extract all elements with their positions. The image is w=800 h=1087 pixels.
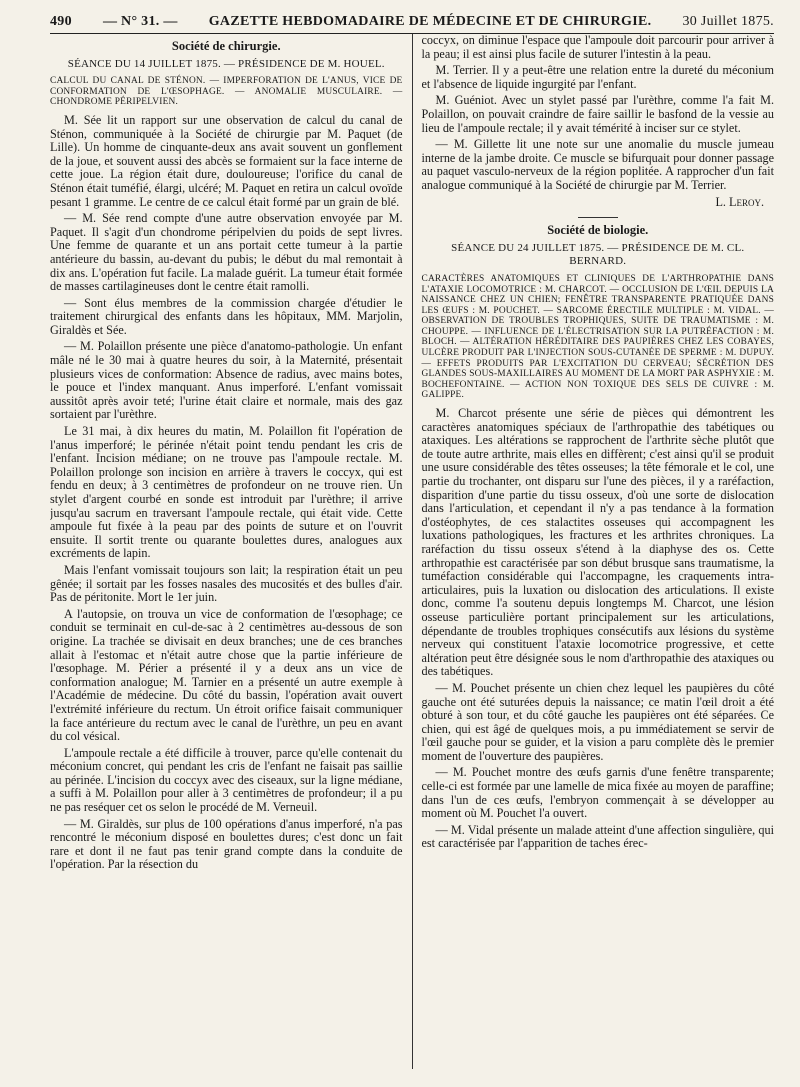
- paragraph: L'ampoule rectale a été difficile à trouver, parce qu'elle contenait du méconium concret, qui pendant les cris de l'enfant ne faisait pas saillie au périnée. L'incision du coccyx avec des ciseaux, sur la ligne médiane, a suffi à M. Polaillon pour aller à 3 centimètres de profondeur; il a pu ne pas reséquer cet os selon le procédé de M. Verneuil.: [50, 745, 403, 815]
- paragraph: — M. Polaillon présente une pièce d'anatomo-pathologie. Un enfant mâle né le 30 mai à quatre heures du soir, à la Maternité, présentait plusieurs vices de conformation: Absence de radius, avec mains botes, le pouce et l'index manquant. Anus imperforé. L'enfant vomissait aussitôt après avoir teté; l'urine était claire et normale, mais des gaz sortaient par l'urèthre.: [50, 339, 403, 422]
- running-header: [50, 14, 774, 34]
- paragraph: — M. Sée rend compte d'une autre observation envoyée par M. Paquet. Il s'agit d'un chondrome péripelvien du poids de sept livres. Une femme de quarante et un ans portait cette tumeur à la partie antérieure du bassin, au-devant du pubis; le début du mal remontait à dix ans. L'opération fut facile. La malade guérit. La tumeur était formée de masses cartilagineuses dont le centre était ramolli.: [50, 211, 403, 294]
- issue-date: 30 Juillet 1875.: [682, 14, 774, 29]
- continued-paragraph: coccyx, on diminue l'espace que l'ampoule doit parcourir pour arriver à la peau; il est ainsi plus facile de suturer l'intestin à la peau.: [421, 34, 774, 61]
- paragraph: — M. Giraldès, sur plus de 100 opérations d'anus imperforé, n'a pas rencontré le méconium disposé en boulettes dures; c'est donc un fait rare et dont il ne faut pas tenir grand compte dans la conduite de l'opération. Par la résection du: [50, 816, 403, 872]
- paragraph: — Sont élus membres de la commission chargée d'étudier le traitement chirurgical des enfants dans les hôpitaux, MM. Marjolin, Giraldès et Sée.: [50, 295, 403, 337]
- paragraph: — M. Pouchet montre des œufs garnis d'une fenêtre transparente; celle-ci est formée par une lamelle de mica fixée au moyen de paraffine; dans l'un de ces œufs, l'embryon commençait à se développer au moment où M. Pouchet l'a ouvert.: [421, 765, 774, 821]
- paragraph: Le 31 mai, à dix heures du matin, M. Polaillon fit l'opération de l'anus imperforé; le périnée n'était point tendu pendant les cris de l'enfant. Incision médiane; on ne trouve pas l'ampoule rectale. M. Polaillon prolonge son incision en arrière à travers le coccyx, qui est fendu en deux; à 3 centimètres de profondeur on ne trouve rien. Un stylet d'argent courbé en sonde est introduit par l'urèthre; il arrive jusqu'au sacrum en traversant l'ampoule rectale, qui était vide. Cette ampoule fut fixée à la peau par des points de suture et on l'ouvrit ensuite. Il sortit trente ou quarante boulettes dures, analogues aux excréments de lapin.: [50, 424, 403, 561]
- journal-title: GAZETTE HEBDOMADAIRE DE MÉDECINE ET DE CHIRURGIE.: [208, 14, 652, 29]
- paragraph: M. Charcot présente une série de pièces qui démontrent les caractères anatomiques spéciaux de l'arthropathie des tabétiques ou ataxiques. Les altérations se rapprochent de l'arthrite sèche plutôt que de toute autre arthrite, mais elles en diffèrent; c'est ainsi qu'il se produit une usure considérable des têtes osseuses; la tête fémorale et le col, une partie du trochanter, ont disparu sur l'une des pièces, il y a raréfaction, disparition d'une partie du tissu osseux, d'où une sorte de dislocation dans l'articulation, et cependant il n'y a pas tendance à la formation d'ostéophytes, de ces stalactites osseuses qui accompagnent les luxations pathologiques, les fractures et les arthrites chroniques. La raréfaction du tissu osseux s'étend à la diaphyse des os. Cette arthropathie est caractérisée par son début brusque sans traumatisme, la tuméfaction considérable qui l'accompagne, les craquements intra-articulaires, puis la luxation ou dislocation des articulations. Il existe donc, comme l'a soutenu depuis longtemps M. Charcot, une lésion osseuse particulière portant principalement sur les articulations, dépendante de troubles trophiques consécutifs aux lésions du système nerveux qui constituent l'ataxie locomotrice progressive, et cette altération peut être désignée sous le nom d'arthropathie des ataxiques ou des tabétiques.: [421, 406, 774, 679]
- two-column-body: [50, 34, 774, 1069]
- topics-summary: CARACTÈRES ANATOMIQUES ET CLINIQUES DE L'ARTHROPATHIE DANS L'ATAXIE LOCOMOTRICE : M. CHARCOT. — OCCLUSION DE L'ŒIL DEPUIS LA NAISSANCE CHEZ UN CHIEN; FENÊTRE TRANSPARENTE PRATIQUÉE DANS LES ŒUFS : M. POUCHET. — SARCOME ÉRECTILE MULTIPLE : M. VIDAL. — OBSERVATION DE TROUBLES TROPHIQUES, SUITE DE TRAUMATISME : M. CHOUPPE. — INFLUENCE DE L'ÉLECTRISATION SUR LA PUTRÉFACTION : M. BLOCH. — ALTÉRATION HÉRÉDITAIRE DES PAUPIÈRES CHEZ LES COBAYES, ULCÈRE PRODUIT PAR L'INJECTION SOUS-CUTANÉE DE SPERME : M. DUPUY. — EFFETS PRODUITS PAR L'EXCITATION DU CERVEAU; SÉCRÉTION DES GLANDES SOUS-MAXILLAIRES AU MOMENT DE LA MORT PAR ASPHYXIE : M. BOCHEFONTAINE. — ACTION NON TOXIQUE DES SELS DE CUIVRE : M. GALIPPE.: [421, 273, 774, 401]
- paragraph: — M. Gillette lit une note sur une anomalie du muscle jumeau interne de la jambe droite. Ce muscle se bifurquait pour donner passage au paquet vasculo-nerveux de la région poplitée. A rapprocher d'un fait analogue communiqué à la Société de chirurgie par M. Terrier.: [421, 137, 774, 192]
- paragraph: M. Sée lit un rapport sur une observation de calcul du canal de Sténon, communiquée à la Société de chirurgie par M. Paquet (de Lille). Un homme de cinquante-deux ans avait souvent un gonflement de la joue, et souvent aussi des abcès se formaient sur la face interne de cette joue. La région était dure, douloureuse; l'orifice du canal de Sténon était tuméfié, élargi, ulcéré; M. Paquet en retira un calcul ovoïde pesant 1 gramme. Le centre de ce calcul était formé par un grain de blé.: [50, 112, 403, 209]
- right-column: [412, 34, 775, 1069]
- paragraph: A l'autopsie, on trouva un vice de conformation de l'œsophage; ce conduit se terminait en cul-de-sac à 2 centimètres au-dessous de son origine. La trachée se divisait en deux branches; une de ces branches allait à l'estomac et n'était autre chose que la partie inférieure de l'œsophage. M. Périer a présenté il y a deux ans un vice de conformation analogue; M. Tarnier en a présenté un autre exemple à l'Académie de médecine. Du côté du bassin, l'opération avait ouvert l'extrémité inférieure du rectum. Un étroit orifice faisait communiquer la face antérieure du rectum avec le canal de l'urèthre, un peu en avant du col vésical.: [50, 606, 403, 744]
- section-title-chirurgie: Société de chirurgie.: [171, 39, 281, 53]
- paragraph: Mais l'enfant vomissait toujours son lait; la respiration était un peu gênée; il sortait par les fosses nasales des mucosités et des bulles d'air. Pas de péritonite. Mort le 1er juin.: [50, 562, 403, 605]
- paragraph: — M. Vidal présente un malade atteint d'une affection singulière, qui est caractérisée par l'apparition de taches érec-: [421, 822, 774, 851]
- section-divider: [578, 217, 618, 218]
- issue-number: — N° 31. —: [102, 14, 178, 29]
- paragraph: — M. Pouchet présente un chien chez lequel les paupières du côté gauche ont été suturées depuis la naissance; ce matin l'œil droit a été obturé à son tour, et du côté gauche les paupières ont été séparées. Ce chien, qui est âgé de quelques mois, a pu immédiatement se servir de l'œil gauche pour se guider, et la vision a paru complète dès le premier moment de l'ouverture des paupières.: [421, 680, 774, 763]
- paragraph: M. Guéniot. Avec un stylet passé par l'urèthre, comme l'a fait M. Polaillon, on pouvait craindre de faire saillir le basfond de la vessie au lieu de l'ampoule rectale; il y avait témérité à inciser sur ce stylet.: [421, 93, 774, 135]
- paragraph: M. Terrier. Il y a peut-être une relation entre la dureté du méconium et l'absence de liquide ingurgité par l'enfant.: [421, 63, 774, 91]
- page-number: 490: [50, 14, 72, 29]
- left-column: [50, 34, 412, 1069]
- section-title-biologie: Société de biologie.: [547, 223, 649, 238]
- topics-summary: CALCUL DU CANAL DE STÉNON. — IMPERFORATION DE L'ANUS, VICE DE CONFORMATION DE L'ŒSOPHAGE. — ANOMALIE MUSCULAIRE. — CHONDROME PÉRIPELVIEN.: [50, 76, 403, 108]
- seance-heading: SÉANCE DU 14 JUILLET 1875. — PRÉSIDENCE DE M. HOUEL.: [67, 57, 385, 70]
- author-signature: L. Leroy.: [715, 194, 764, 209]
- seance-heading: SÉANCE DU 24 JUILLET 1875. — PRÉSIDENCE DE M. CL. BERNARD.: [451, 241, 745, 268]
